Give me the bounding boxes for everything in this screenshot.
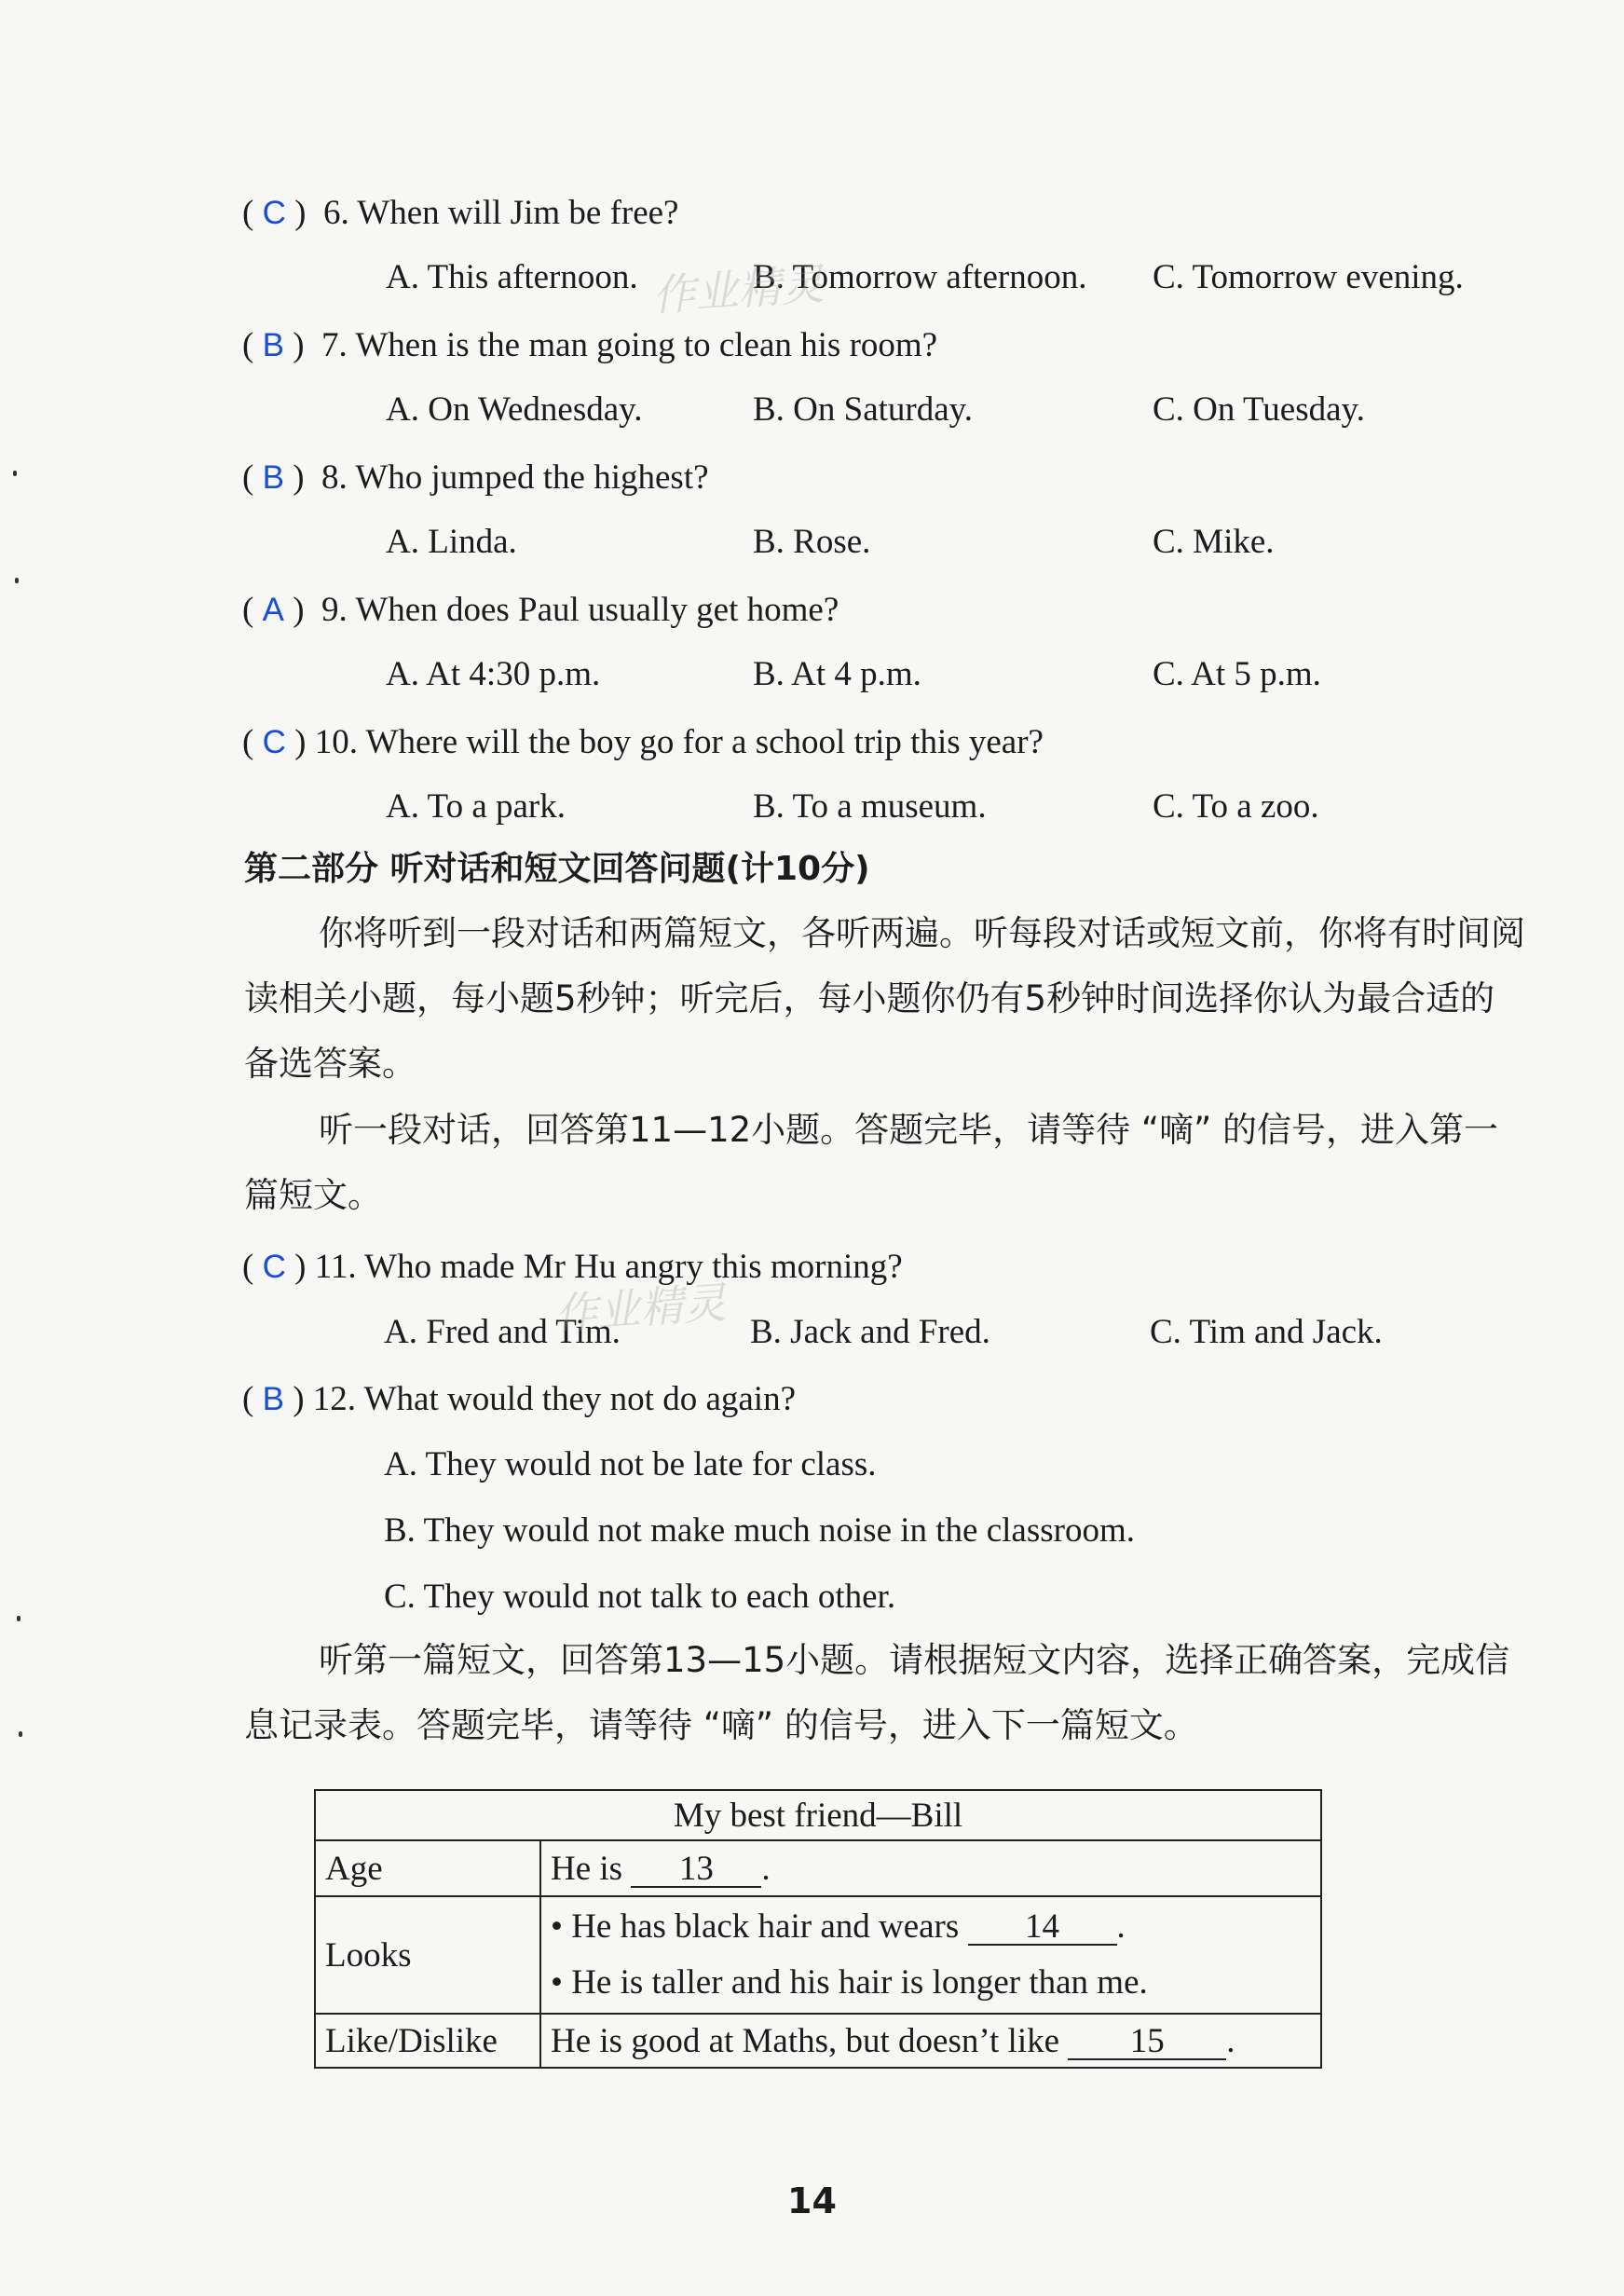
option-b: B. Tomorrow afternoon. (753, 258, 1087, 296)
question-number: 8. (321, 458, 348, 497)
question-text: Who made Mr Hu angry this morning? (364, 1248, 903, 1286)
question-number: 11. (314, 1248, 357, 1286)
dialogue-instruction: 听一段对话，回答第11—12小题。答题完毕，请等待 “嘀” 的信号，进入第一篇短文。 (244, 1110, 1499, 1215)
question-text: Who jumped the highest? (355, 458, 709, 497)
info-record-table (314, 1789, 1322, 2069)
looks-label: Looks (315, 1896, 540, 2014)
age-cell (540, 1840, 1321, 1896)
looks-suffix: . (1116, 1907, 1126, 1946)
like-dislike-label: Like/Dislike (315, 2014, 540, 2068)
scan-speck (15, 578, 19, 583)
option-a: A. They would not be late for class. (384, 1445, 877, 1483)
option-a: A. On Wednesday. (386, 390, 643, 429)
blank-13: 13 (631, 1852, 761, 1888)
option-a: A. At 4:30 p.m. (386, 655, 601, 693)
watermark: 作业精灵 (553, 1277, 728, 1340)
section-intro: 你将听到一段对话和两篇短文，各听两遍。听每段对话或短文前，你将有时间阅读相关小题，每小题5秒钟；听完后，每小题你仍有5秒钟时间选择你认为最合适的备选答案。 (244, 913, 1525, 1084)
question-text: When will Jim be free? (357, 194, 679, 232)
option-a: A. Linda. (386, 523, 517, 561)
question-number: 6. (322, 194, 349, 232)
option-a: A. Fred and Tim. (384, 1313, 621, 1351)
option-b: B. On Saturday. (753, 390, 974, 429)
blank-14: 14 (968, 1910, 1117, 1946)
option-b: B. To a museum. (753, 787, 987, 826)
option-c: C. To a zoo. (1153, 787, 1319, 826)
answer-mark: B (262, 1381, 284, 1417)
option-c: C. At 5 p.m. (1153, 655, 1321, 693)
looks-prefix: • He has black hair and wears (551, 1907, 960, 1946)
option-c: C. On Tuesday. (1153, 390, 1365, 429)
looks-line-1 (551, 1899, 1311, 1955)
question-6: ( C ) 6. When will Jim be free? (242, 194, 679, 232)
option-c: C. Tomorrow evening. (1153, 258, 1464, 296)
section-heading: 第二部分 听对话和短文回答问题(计10分) (244, 850, 870, 888)
question-8: ( B ) 8. Who jumped the highest? (242, 458, 709, 497)
question-10: ( C ) 10. Where will the boy go for a school trip this year? (242, 723, 1044, 761)
scan-speck (19, 1731, 22, 1737)
question-number: 7. (321, 326, 348, 364)
watermark: 作业精灵 (650, 258, 826, 321)
question-12: ( B ) 12. What would they not do again? (242, 1380, 797, 1418)
blank-15: 15 (1068, 2025, 1226, 2060)
option-b: B. Jack and Fred. (750, 1313, 990, 1351)
table-title: My best friend—Bill (315, 1790, 1321, 1840)
question-text: When is the man going to clean his room? (355, 326, 938, 364)
looks-cell (540, 1896, 1321, 2014)
like-prefix: He is good at Maths, but doesn’t like (551, 2021, 1060, 2060)
option-c: C. They would not talk to each other. (384, 1578, 896, 1616)
option-a: A. This afternoon. (386, 258, 638, 296)
option-c: C. Mike. (1153, 523, 1275, 561)
option-b: B. At 4 p.m. (753, 655, 921, 693)
option-c: C. Tim and Jack. (1150, 1313, 1383, 1351)
question-number: 9. (321, 591, 348, 629)
age-label: Age (315, 1840, 540, 1896)
scan-speck (17, 1616, 20, 1621)
question-number: 12. (312, 1380, 357, 1418)
like-dislike-cell (540, 2014, 1321, 2068)
looks-line-2: • He is taller and his hair is longer than me. (551, 1963, 1148, 2002)
answer-mark: A (262, 592, 284, 628)
passage1-instruction: 听第一篇短文，回答第13—15小题。请根据短文内容，选择正确答案，完成信息记录表。答题完毕，请等待 “嘀” 的信号，进入下一篇短文。 (244, 1640, 1510, 1745)
question-11: ( C ) 11. Who made Mr Hu angry this morning? (242, 1248, 903, 1286)
question-9: ( A ) 9. When does Paul usually get home? (242, 591, 839, 629)
age-suffix: . (761, 1849, 771, 1888)
option-b: B. They would not make much noise in the classroom. (384, 1511, 1135, 1550)
scan-speck (13, 471, 17, 476)
page-number: 14 (787, 2180, 837, 2221)
answer-mark: B (262, 327, 284, 363)
question-text: When does Paul usually get home? (355, 591, 839, 629)
answer-mark: C (262, 1249, 286, 1285)
answer-mark: B (262, 459, 284, 496)
option-b: B. Rose. (753, 523, 871, 561)
question-text: Where will the boy go for a school trip this year? (365, 723, 1044, 761)
answer-mark: C (262, 724, 286, 760)
answer-mark: C (262, 195, 286, 231)
question-text: What would they not do again? (363, 1380, 797, 1418)
question-7: ( B ) 7. When is the man going to clean his room? (242, 326, 938, 364)
question-number: 10. (314, 723, 358, 761)
like-suffix: . (1226, 2021, 1235, 2060)
option-a: A. To a park. (386, 787, 566, 826)
age-prefix: He is (551, 1849, 623, 1888)
